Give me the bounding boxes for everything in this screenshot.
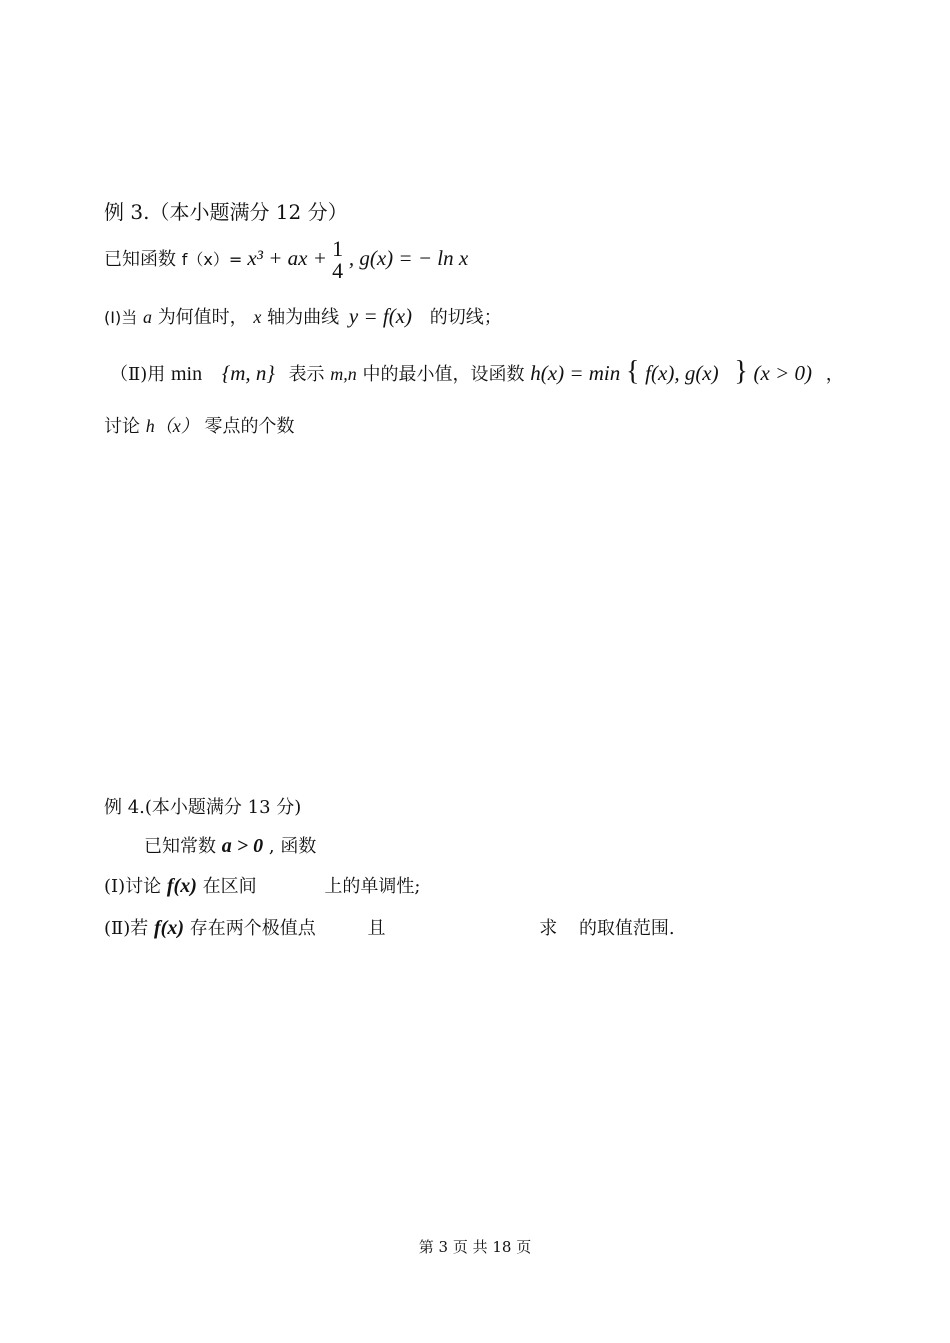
page-footer: 第 3 页 共 18 页	[418, 1238, 532, 1256]
part-2-mid: 中的最小值，设函数	[362, 364, 525, 385]
example-3-part-2-cont	[104, 412, 294, 438]
g-expr: , g(x) = − ln x	[348, 246, 469, 270]
min-args: f(x), g(x)	[645, 361, 719, 385]
example-4-heading: 例 4.(本小题满分 13 分)	[104, 797, 302, 818]
fraction-numerator: 1	[332, 236, 344, 261]
f-expr-prefix: f（x）=	[181, 250, 248, 269]
part-1-end: 上的单调性;	[324, 876, 421, 897]
discuss-label: 讨论	[104, 416, 140, 437]
part-2-label: （Ⅱ)用	[110, 364, 166, 385]
part-1-axis: 轴为曲线	[267, 307, 340, 328]
example-4-given	[144, 832, 316, 858]
f-expr-body: x³ + ax +	[247, 246, 333, 270]
zero-count: 零点的个数	[204, 416, 295, 437]
given-label: 已知常数	[144, 836, 216, 857]
h-def: h(x) = min	[530, 361, 621, 385]
var-x: x	[253, 307, 262, 327]
brace-close: }	[734, 356, 748, 387]
brace-open: {	[625, 356, 640, 387]
and-text: 且	[367, 918, 386, 939]
mn-text: m,n	[330, 364, 357, 384]
part-1-label: (Ⅰ)当	[104, 308, 138, 327]
part-1-mid: 在区间	[202, 876, 257, 897]
var-a: a	[142, 307, 152, 327]
fraction-denominator: 4	[332, 258, 344, 283]
part-1-end: 的切线；	[429, 307, 502, 328]
part-2-mid: 存在两个极值点	[189, 918, 316, 939]
part-1-mid: 为何值时，	[157, 307, 248, 328]
domain-cond: (x > 0)	[753, 361, 813, 385]
part-1-label: (Ⅰ)讨论	[104, 876, 162, 897]
hx-text: h（x）	[145, 416, 199, 436]
part-2-comma: ，	[825, 364, 844, 385]
curve-expr: y = f(x)	[348, 304, 413, 328]
part-2-label: (Ⅱ)若	[104, 918, 149, 939]
set-mn: {m, n}	[221, 361, 275, 385]
example-3-heading: 例 3.（本小题满分 12 分）	[104, 200, 348, 224]
given-end: , 函数	[268, 836, 317, 857]
min-operator: min	[171, 363, 203, 385]
find-text: 求	[539, 918, 558, 939]
fx-text: f(x)	[154, 917, 184, 939]
example-3-given	[104, 238, 468, 288]
a-positive: a > 0	[221, 835, 264, 857]
example-4-part-1	[104, 872, 420, 898]
fraction	[332, 238, 343, 282]
example-3-part-2	[110, 350, 844, 394]
example-4-part-2	[104, 914, 675, 940]
example-3-part-1	[104, 303, 502, 329]
part-2-repr: 表示	[288, 364, 325, 385]
fx-text: f(x)	[166, 875, 197, 897]
part-2-end: 的取值范围.	[578, 918, 675, 939]
given-label: 已知函数	[104, 249, 176, 270]
